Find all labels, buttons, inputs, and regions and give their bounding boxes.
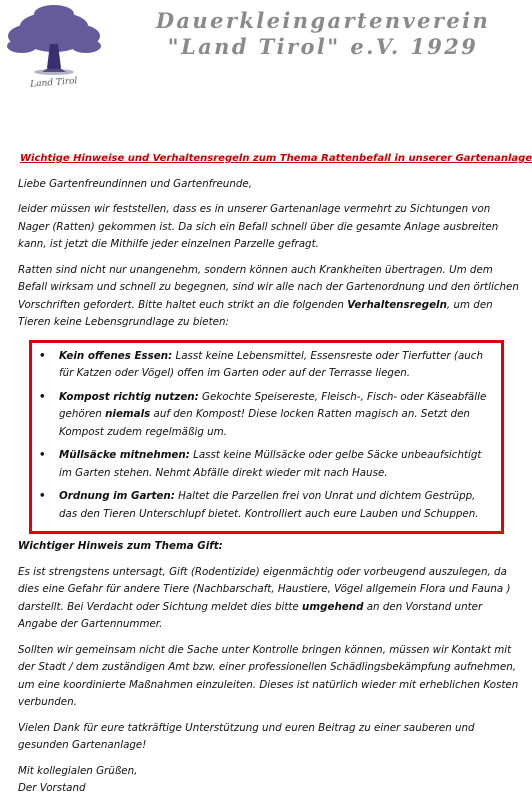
rule-heading: Ordnung im Garten:	[59, 490, 175, 502]
rule-item	[38, 488, 495, 523]
rules-box	[29, 340, 504, 535]
rule-text-end: auf den Kompost! Diese locken Ratten magisch an. Setzt den Kompost zudem regelmäßig um.	[59, 408, 470, 438]
bullet-icon: •	[39, 390, 46, 403]
rules-intro-paragraph	[18, 262, 520, 332]
rule-emphasis: niemals	[105, 408, 151, 420]
rule-heading: Müllsäcke mitnehmen:	[59, 449, 190, 461]
escalation-paragraph: Sollten wir gemeinsam nicht die Sache unter Kontrolle bringen können, müssen wir Kontakt mit der Stadt / dem zuständigen Amt bzw. einer professionellen Schädlingsbekämpfung aufnehmen, um eine koordinierte Maßnahmen einzuleiten. Dieses ist natürlich wieder mit erheblichen Kosten verbunden.	[18, 643, 519, 708]
poison-text-end: an den Vorstand unter Angabe der Gartennummer.	[18, 600, 483, 630]
bullet-icon: •	[39, 490, 46, 502]
rule-item	[38, 389, 495, 442]
rule-text: Lasst keine Lebensmittel, Essensreste oder Tierfutter (auch für Katzen oder Vögel) offen im Garten oder auf der Terrasse liegen.	[59, 349, 483, 379]
rules-intro-text: Ratten sind nicht nur unangenehm, sondern können auch Krankheiten übertragen. Um dem Befall wirksam und schnell zu begegnen, sind wir alle nach der Gartenordnung und den örtlichen Vorschriften gefordert. Bitte haltet euch strikt an die folgenden	[18, 263, 519, 311]
logo-text: Land Tirol	[29, 76, 78, 90]
rule-heading: Kein offenes Essen:	[59, 349, 173, 362]
rule-text: Lasst keine Müllsäcke oder gelbe Säcke unbeaufsichtigt im Garten stehen. Nehmt Abfälle direkt wieder mit nach Hause.	[59, 449, 482, 479]
club-name-line1: Dauerkleingartenverein	[155, 8, 491, 33]
rules-intro-text-end: , um den Tieren keine Lebensgrundlage zu bieten:	[18, 298, 493, 328]
rule-item	[38, 447, 495, 482]
intro-paragraph: leider müssen wir feststellen, dass es in unserer Gartenanlage vermehrt zu Sichtungen von Nager (Ratten) gekommen ist. Da sich ein Befall schnell über die gesamte Anlage ausbreiten kann, ist jetzt die Mithilfe jeder einzelnen Parzelle gefragt.	[18, 203, 499, 250]
poison-heading: Wichtiger Hinweis zum Thema Gift:	[18, 540, 223, 552]
rule-item	[38, 348, 495, 383]
bullet-icon: •	[39, 449, 46, 461]
poison-paragraph	[18, 564, 520, 634]
closing	[18, 763, 520, 798]
club-name	[118, 8, 528, 60]
tree-logo-icon	[4, 2, 104, 90]
notice-title: Wichtige Hinweise und Verhaltensregeln zum Thema Rattenbefall in unserer Gartenanlage	[20, 153, 532, 164]
bullet-icon: •	[39, 349, 46, 362]
rules-list	[38, 348, 495, 524]
rule-text: Gekochte Speisereste, Fleisch-, Fisch- oder Käseabfälle gehören	[59, 390, 487, 420]
salutation: Liebe Gartenfreundinnen und Gartenfreunde,	[18, 177, 252, 190]
poison-text: Es ist strengstens untersagt, Gift (Rodentizide) eigenmächtig oder vorbeugend auszulegen, da dies eine Gefahr für andere Tiere (Nachbarschaft, Haustiere, Vögel allgemein Flora und Fauna ) darstellt. Bei Verdacht oder Sichtung meldet dies bitte	[18, 565, 511, 613]
notice-body	[18, 150, 532, 798]
poison-emphasis: umgehend	[302, 600, 364, 613]
thanks-paragraph: Vielen Dank für eure tatkräftige Unterstützung und euren Beitrag zu einer sauberen und gesunden Gartenanlage!	[18, 721, 475, 751]
letterhead	[0, 0, 532, 95]
rule-heading: Kompost richtig nutzen:	[59, 390, 199, 403]
club-name-line2: "Land Tirol" e.V. 1929	[167, 34, 479, 59]
rule-text: Haltet die Parzellen frei von Unrat und dichtem Gestrüpp, das den Tieren Unterschlupf bietet. Kontrolliert auch eure Lauben und Schuppen.	[59, 490, 479, 520]
closing-line: Mit kollegialen Grüßen,	[18, 764, 138, 777]
signature: Der Vorstand	[18, 782, 86, 794]
rules-intro-bold: Verhaltensregeln	[347, 298, 447, 311]
